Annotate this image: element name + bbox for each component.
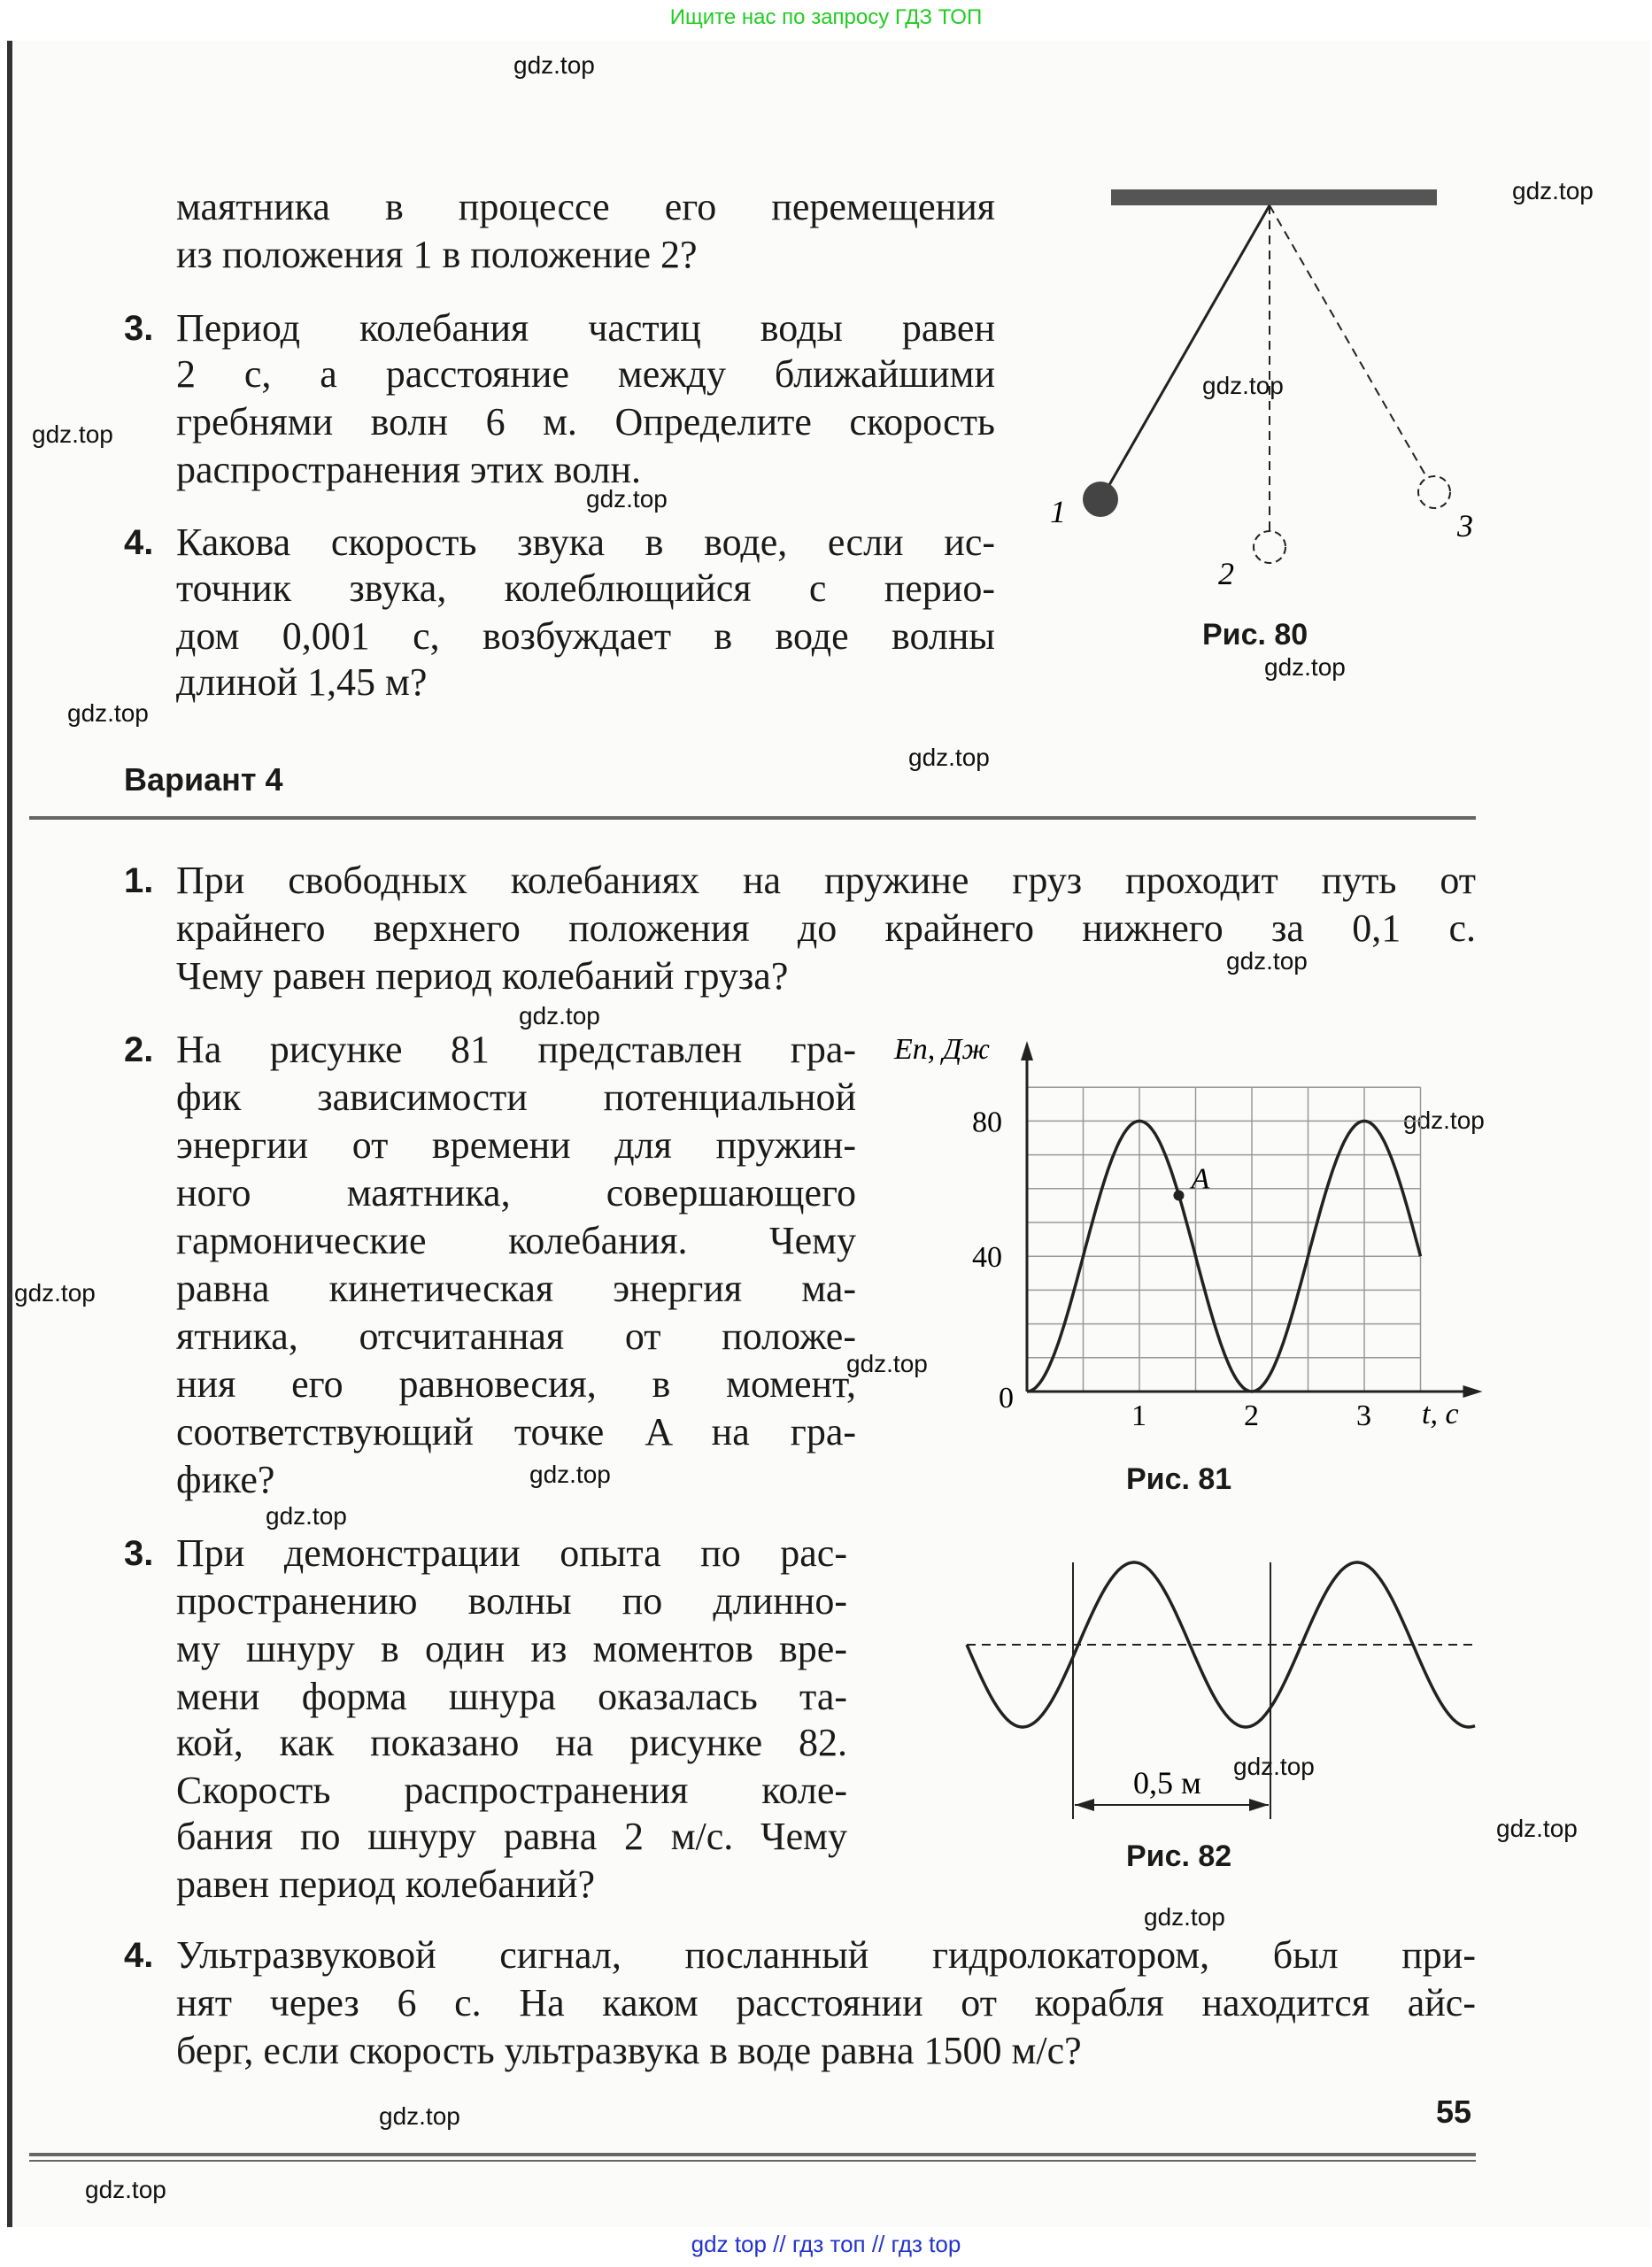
watermark: gdz.top [32,420,113,448]
x-tick-label: 1 [1131,1400,1146,1432]
question-text-line: берг, если скорость ультразвука в воде равна 1500 м/с? [176,2029,1082,2072]
question-text-line: 2 с, а расстояние между ближайшими [176,352,995,396]
pendulum-string [1103,205,1270,496]
question-text-line: пространению волны по длинно- [176,1579,847,1623]
question-text-line: соответствующий точке A на гра- [176,1410,856,1454]
question-text-line: мени форма шнура оказалась та- [176,1675,847,1718]
point-a [1173,1190,1184,1200]
question-text-line: гармонические колебания. Чему [176,1219,856,1262]
watermark: gdz.top [1264,653,1346,681]
question-text-line: На рисунке 81 представлен гра- [176,1028,856,1071]
question-text-line: маятника в процессе его перемещения [176,185,995,228]
watermark: gdz.top [1233,1753,1315,1780]
x-axis-label: t, с [1422,1398,1459,1430]
watermark: gdz.top [519,1002,600,1029]
y-tick-label: 80 [972,1106,1002,1139]
watermark: gdz.top [846,1350,928,1377]
watermark: gdz.top [586,485,668,513]
distance-label: 0,5 м [1133,1765,1201,1800]
question-text-line: Какова скорость звука в воде, если ис- [176,520,995,564]
pendulum-bob-3 [1418,476,1450,508]
question-text-line: равна кинетическая энергия ма- [176,1267,856,1310]
position-label-1: 1 [1050,494,1066,529]
watermark: gdz.top [1496,1815,1578,1842]
fig80-caption: Рис. 80 [1202,618,1308,652]
question-text-line: Чему равен период колебаний груза? [176,954,789,998]
watermark: gdz.top [1226,947,1308,975]
question-number: 4. [124,1936,154,1975]
question-text-line: Скорость распространения коле- [176,1769,847,1812]
question-text-line: фик зависимости потенциальной [176,1076,856,1119]
pendulum-bob-2 [1254,531,1285,563]
y-tick-label: 40 [972,1241,1002,1275]
y-axis-label: Eп, Дж [894,1033,991,1066]
pendulum-string-3 [1270,205,1427,478]
origin-label: 0 [999,1382,1014,1415]
bottom-rule-1 [29,2153,1476,2156]
pendulum-bob-1 [1083,482,1118,517]
watermark: gdz.top [908,744,990,771]
search-banner[interactable]: Ищите нас по запросу ГДЗ ТОП [669,5,983,29]
watermark: gdz.top [14,1279,96,1307]
arrowhead-left [1075,1799,1094,1811]
x-tick-label: 3 [1356,1400,1371,1432]
question-text-line: ятника, отсчитанная от положе- [176,1315,856,1358]
fig82-caption: Рис. 82 [1126,1839,1232,1873]
watermark: gdz.top [1202,372,1284,399]
question-text-line: бания по шнуру равна 2 м/с. Чему [176,1815,847,1858]
point-a-label: A [1191,1162,1210,1196]
watermark: gdz.top [1403,1107,1485,1134]
question-text-line: нят через 6 с. На каком расстоянии от корабля находится айс- [176,1981,1476,2024]
question-text-line: из положения 1 в положение 2? [176,233,698,276]
question-text-line: гребнями волн 6 м. Определите скорость [176,400,995,443]
question-text-line: кой, как показано на рисунке 82. [176,1721,847,1764]
watermark: gdz.top [1512,177,1594,204]
watermark: gdz.top [1144,1903,1225,1931]
arrowhead-right [1249,1799,1269,1811]
ceiling-bar [1111,189,1437,205]
question-text-line: ного маятника, совершающего [176,1171,856,1214]
question-text-line: равен период колебаний? [176,1862,595,1906]
question-number: 3. [124,309,154,348]
position-label-3: 3 [1457,508,1473,544]
watermark: gdz.top [379,2102,460,2130]
page-number: 55 [1436,2094,1472,2130]
question-text-line: ния его равновесия, в момент, [176,1362,856,1406]
fig81-caption: Рис. 81 [1126,1462,1232,1496]
variant-title: Вариант 4 [124,761,283,798]
question-text-line: Ультразвуковой сигнал, посланный гидролокатором, был при- [176,1933,1476,1977]
question-text-line: крайнего верхнего положения до крайнего нижнего за 0,1 с. [176,906,1476,950]
watermark: gdz.top [67,699,149,727]
question-text-line: длиной 1,45 м? [176,660,428,704]
footer-links[interactable]: gdz top // гдз топ // гдз top [691,2231,961,2257]
watermark: gdz.top [513,51,595,79]
watermark: gdz.top [85,2176,166,2203]
question-number: 3. [124,1534,154,1573]
question-text-line: энергии от времени для пружин- [176,1123,856,1167]
question-text-line: распространения этих волн. [176,448,641,491]
question-text-line: При демонстрации опыта по рас- [176,1531,847,1575]
x-tick-label: 2 [1244,1400,1259,1432]
question-number: 4. [124,523,154,562]
question-text-line: Период колебания частиц воды равен [176,306,995,350]
question-text-line: му шнуру в один из моментов вре- [176,1627,847,1670]
question-text-line: При свободных колебаниях на пружине груз проходит путь от [176,859,1476,902]
bottom-rule-2 [29,2160,1476,2162]
watermark: gdz.top [529,1461,611,1488]
question-number: 2. [124,1030,154,1069]
y-axis-arrow [1021,1041,1033,1060]
question-text-line: дом 0,001 с, возбуждает в воде волны [176,614,995,658]
x-axis-arrow [1463,1385,1483,1398]
question-number: 1. [124,861,154,900]
question-text-line: фике? [176,1458,275,1501]
watermark: gdz.top [266,1502,347,1530]
position-label-2: 2 [1218,556,1234,591]
question-text-line: точник звука, колеблющийся с перио- [176,567,995,610]
